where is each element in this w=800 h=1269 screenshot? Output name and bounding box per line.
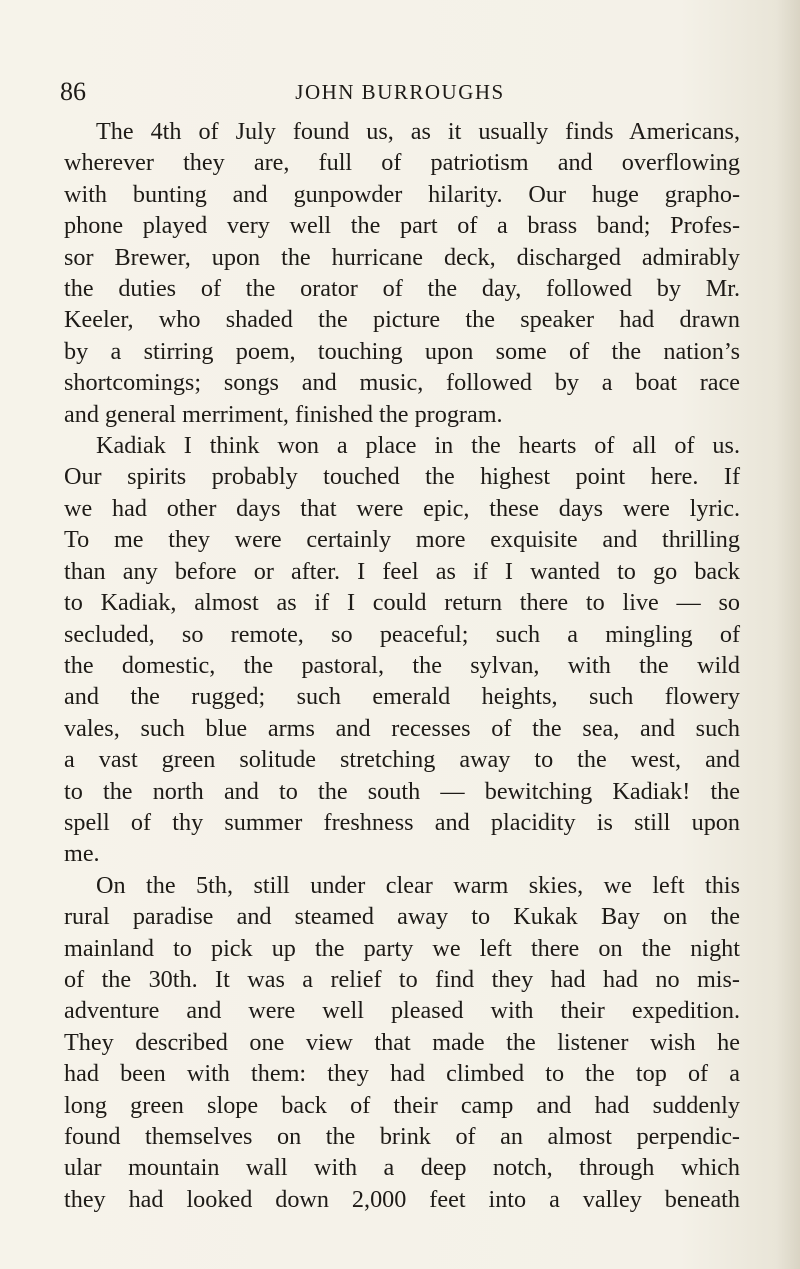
text-line: phone played very well the part of a brass band; Profes- <box>64 212 740 240</box>
paragraph-3 <box>64 870 740 1215</box>
page-number: 86 <box>60 77 86 106</box>
text-line: sor Brewer, upon the hurricane deck, discharged admirably <box>64 243 740 271</box>
text-line: Our spirits probably touched the highest point here. If <box>64 463 740 491</box>
paragraph-2 <box>64 430 740 870</box>
text-line: and the rugged; such emerald heights, such flowery <box>64 683 740 711</box>
text-line: me. <box>64 840 100 868</box>
text-line: by a stirring poem, touching upon some of the nation’s <box>64 337 740 365</box>
text-line: vales, such blue arms and recesses of the sea, and such <box>64 714 740 742</box>
text-line: They described one view that made the listener wish he <box>64 1028 740 1056</box>
running-head: JOHN BURROUGHS <box>295 80 505 104</box>
text-line: Keeler, who shaded the picture the speaker had drawn <box>64 306 740 334</box>
text-line: To me they were certainly more exquisite and thrilling <box>64 526 740 554</box>
text-line: rural paradise and steamed away to Kukak Bay on the <box>64 903 740 931</box>
text-line: to Kadiak, almost as if I could return there to live — so <box>64 589 740 617</box>
text-line: found themselves on the brink of an almost perpendic- <box>64 1123 740 1150</box>
text-line: the duties of the orator of the day, followed by Mr. <box>64 275 740 303</box>
text-line: they had looked down 2,000 feet into a valley beneath <box>64 1185 740 1213</box>
text-line: adventure and were well pleased with their expedition. <box>64 997 740 1025</box>
text-line: with bunting and gunpowder hilarity. Our huge grapho- <box>64 180 740 208</box>
text-line: long green slope back of their camp and had suddenly <box>64 1091 740 1119</box>
text-line: mainland to pick up the party we left there on the night <box>64 934 740 962</box>
page-header <box>60 76 740 108</box>
text-line: to the north and to the south — bewitching Kadiak! the <box>64 777 740 805</box>
text-line: the domestic, the pastoral, the sylvan, with the wild <box>64 651 740 679</box>
text-line: ular mountain wall with a deep notch, through which <box>64 1154 740 1182</box>
text-line: had been with them: they had climbed to the top of a <box>64 1060 740 1088</box>
text-line: we had other days that were epic, these days were lyric. <box>64 494 740 522</box>
text-line: a vast green solitude stretching away to the west, and <box>64 746 740 774</box>
text-line: shortcomings; songs and music, followed by a boat race <box>64 369 740 397</box>
text-line: of the 30th. It was a relief to find they had had no mis- <box>64 965 740 993</box>
text-line: than any before or after. I feel as if I wanted to go back <box>64 557 740 585</box>
text-line: spell of thy summer freshness and placidity is still upon <box>64 808 740 836</box>
text-line: wherever they are, full of patriotism and overflowing <box>64 149 740 177</box>
paragraph-1 <box>64 116 740 430</box>
text-line: Kadiak I think won a place in the hearts of all of us. <box>96 432 740 460</box>
text-line: secluded, so remote, so peaceful; such a mingling of <box>64 620 740 648</box>
text-line: The 4th of July found us, as it usually finds Americans, <box>96 118 740 145</box>
text-line: and general merriment, finished the program. <box>64 400 503 428</box>
body-text <box>64 116 740 1215</box>
text-line: On the 5th, still under clear warm skies, we left this <box>96 871 740 899</box>
